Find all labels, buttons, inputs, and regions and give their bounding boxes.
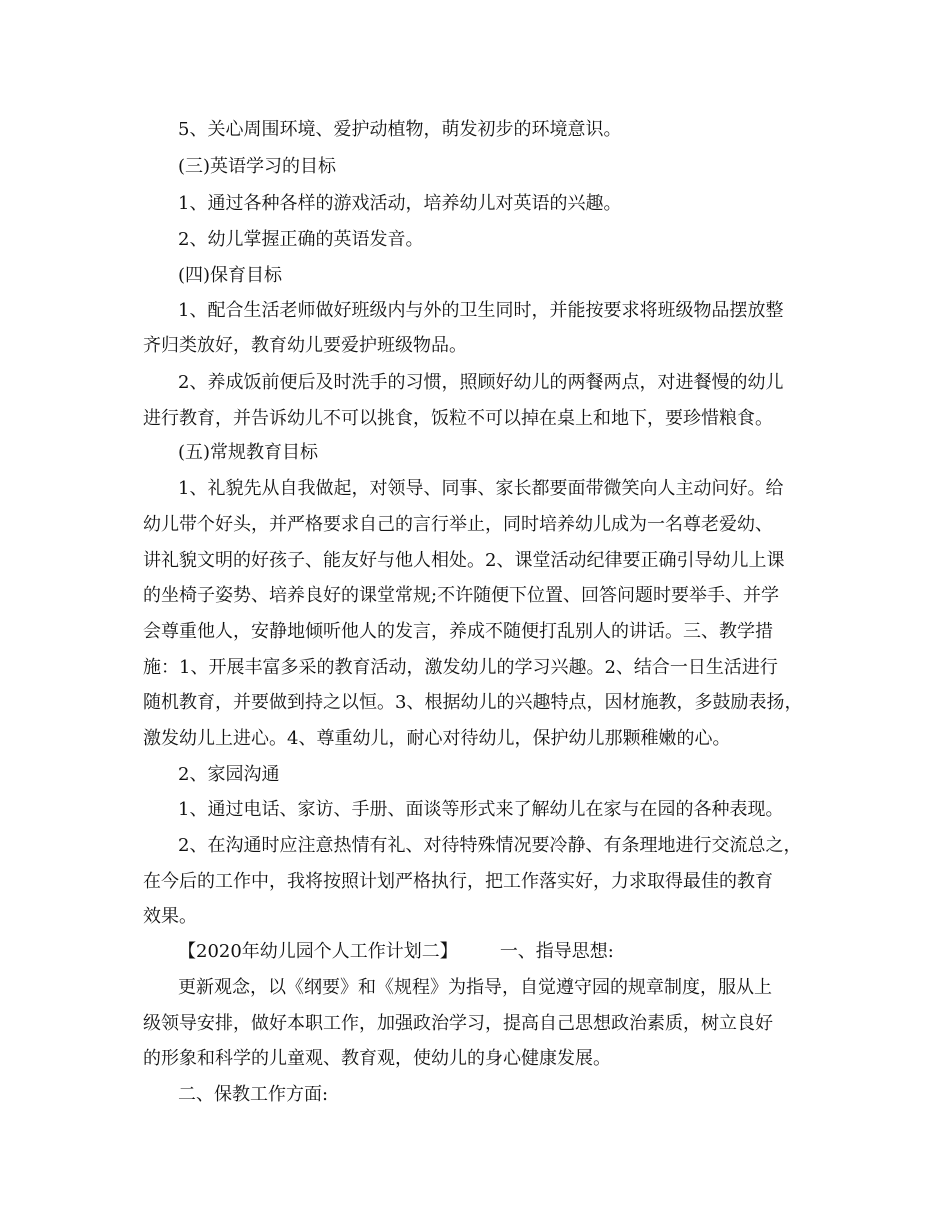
paragraph-line: 随机教育，并要做到持之以恒。3、根据幼儿的兴趣特点，因材施教，多鼓励表扬， <box>143 692 803 713</box>
paragraph-line: 的形象和科学的儿童观、教育观，使幼儿的身心健康发展。 <box>143 1048 611 1069</box>
paragraph-line: 5、关心周围环境、爱护动植物，萌发初步的环境意识。 <box>178 119 622 140</box>
paragraph-line: 幼儿带个好头，并严格要求自己的言行举止，同时培养幼儿成为一名尊老爱幼、 <box>143 514 773 535</box>
section-heading: 二、保教工作方面: <box>178 1084 329 1105</box>
section-heading: 一、指导思想: <box>499 941 614 962</box>
section-heading: 2、家园沟通 <box>178 764 280 785</box>
paragraph-line: 2、在沟通时应注意热情有礼、对待特殊情况要冷静、有条理地进行交流总之， <box>178 835 802 856</box>
paragraph-line: 施：1、开展丰富多采的教育活动，激发幼儿的学习兴趣。2、结合一日生活进行 <box>143 657 778 678</box>
paragraph-line: 级领导安排，做好本职工作，加强政治学习，提高自己思想政治素质，树立良好 <box>143 1013 773 1034</box>
paragraph-line: 2、养成饭前便后及时洗手的习惯，照顾好幼儿的两餐两点，对进餐慢的幼儿 <box>178 372 784 393</box>
paragraph-line: 2、幼儿掌握正确的英语发音。 <box>178 229 424 250</box>
paragraph-line: 讲礼貌文明的好孩子、能友好与他人相处。2、课堂活动纪律要正确引导幼儿上课 <box>143 550 785 571</box>
section-heading: (三)英语学习的目标 <box>178 156 337 177</box>
paragraph-line: 更新观念，以《纲要》和《规程》为指导，自觉遵守园的规章制度，服从上 <box>178 977 772 998</box>
plan-title-line <box>178 940 614 964</box>
paragraph-line: 进行教育，并告诉幼儿不可以挑食，饭粒不可以掉在桌上和地下，要珍惜粮食。 <box>143 408 773 429</box>
paragraph-line: 激发幼儿上进心。4、尊重幼儿，耐心对待幼儿，保护幼儿那颗稚嫩的心。 <box>143 728 731 749</box>
paragraph-line: 1、配合生活老师做好班级内与外的卫生同时，并能按要求将班级物品摆放整 <box>178 300 784 321</box>
paragraph-line: 在今后的工作中，我将按照计划严格执行，把工作落实好，力求取得最佳的教育 <box>143 871 773 892</box>
paragraph-line: 齐归类放好，教育幼儿要爱护班级物品。 <box>143 335 467 356</box>
paragraph-line: 1、通过各种各样的游戏活动，培养幼儿对英语的兴趣。 <box>178 193 622 214</box>
paragraph-line: 会尊重他人，安静地倾听他人的发言，养成不随便打乱别人的讲话。三、教学措 <box>143 621 773 642</box>
paragraph-line: 的坐椅子姿势、培养良好的课堂常规;不许随便下位置、回答问题时要举手、并学 <box>143 585 780 606</box>
section-heading: (四)保育目标 <box>178 265 283 286</box>
paragraph-line: 1、礼貌先从自我做起，对领导、同事、家长都要面带微笑向人主动问好。给 <box>178 478 784 499</box>
paragraph-line: 效果。 <box>143 906 197 927</box>
section-heading: (五)常规教育目标 <box>178 442 319 463</box>
paragraph-line: 1、通过电话、家访、手册、面谈等形式来了解幼儿在家与在园的各种表现。 <box>178 799 784 820</box>
plan-title: 【2020年幼儿园个人工作计划二】 <box>178 941 458 962</box>
